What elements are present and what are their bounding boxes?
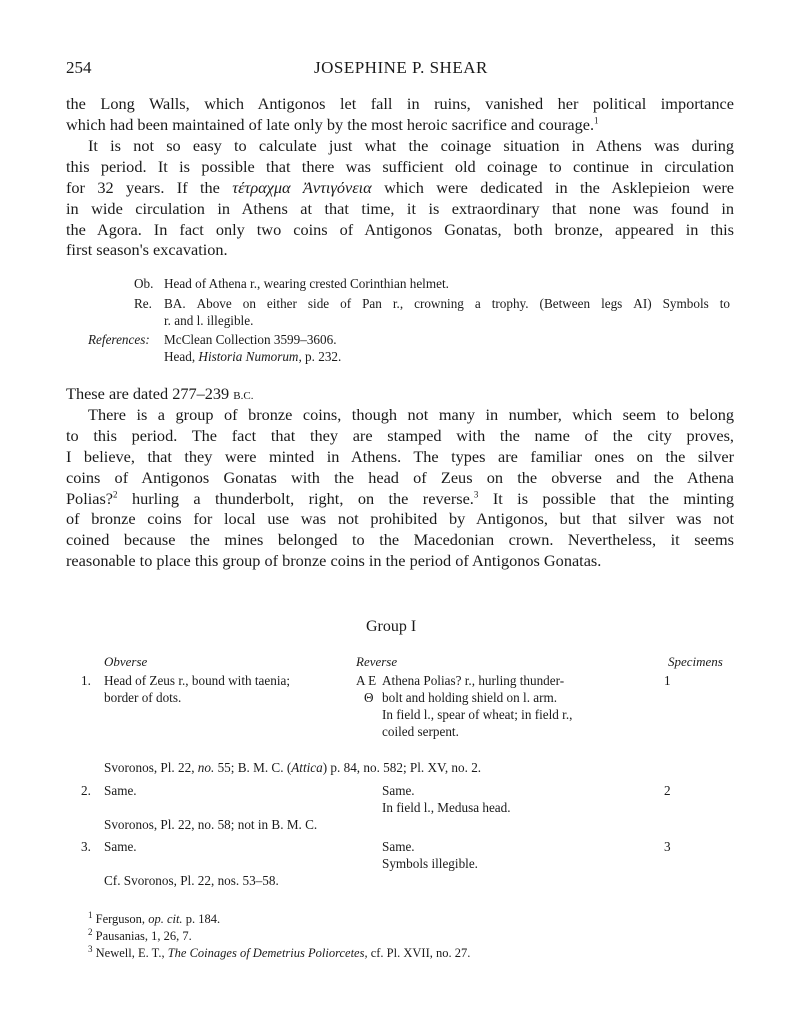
coin-re-text: ΒΑ. Above on either side of Pan r., crowning a trophy. (Between legs ΑΙ) Symbols to bbox=[164, 296, 730, 311]
dated-line: These are dated 277–239 B.C. bbox=[66, 384, 254, 403]
entry-reverse: Same. bbox=[382, 839, 415, 854]
reference-line: McClean Collection 3599–3606. bbox=[164, 332, 337, 347]
entry-specimen: 3 bbox=[664, 839, 671, 854]
text-line: coins of Antigonos Gonatas with the head of Zeus on the obverse and the Athena bbox=[66, 467, 734, 487]
coin-re-label: Re. bbox=[134, 296, 152, 311]
entry-reverse: In field l., spear of wheat; in field r., bbox=[382, 707, 573, 722]
reference-line: Head, Historia Numorum, p. 232. bbox=[164, 349, 342, 364]
group-title: Group I bbox=[366, 618, 417, 635]
text-line: first season's excavation. bbox=[66, 240, 228, 260]
text-line: Polias?$^2$ hurling a thunderbolt, right, on the reverse.$^3$ It is possible that the minting bbox=[66, 488, 735, 508]
entry-reference: Svoronos, Pl. 22, no. 55; B. M. C. (Attica) p. 84, no. 582; Pl. XV, no. 2. bbox=[104, 760, 482, 775]
paragraph-3 bbox=[66, 405, 734, 572]
text-line: in wide circulation in Athens at that time, it is extraordinary that none was found in bbox=[66, 198, 734, 218]
entry-rev-prefix: Θ bbox=[364, 690, 374, 705]
col-obverse: Obverse bbox=[104, 654, 148, 669]
references-label: References: bbox=[88, 332, 150, 347]
entry-number: 1. bbox=[81, 673, 91, 688]
entry-specimen: 1 bbox=[664, 673, 671, 688]
entry-obverse: border of dots. bbox=[104, 690, 182, 705]
greek-term: τέτραχμα Ἀντιγόνεια bbox=[232, 177, 372, 197]
running-title: JOSEPHINE P. SHEAR bbox=[314, 58, 488, 77]
entry-reference: Svoronos, Pl. 22, no. 58; not in B. M. C. bbox=[104, 817, 318, 832]
entry-obverse: Same. bbox=[104, 783, 137, 798]
col-specimens: Specimens bbox=[668, 654, 723, 669]
text-line: the Agora. In fact only two coins of Antigonos Gonatas, both bronze, appeared in this bbox=[66, 219, 734, 239]
coin-ob-label: Ob. bbox=[134, 276, 154, 291]
col-reverse: Reverse bbox=[356, 654, 398, 669]
entry-reverse: Athena Polias? r., hurling thunder- bbox=[382, 673, 565, 688]
entry-reverse: bolt and holding shield on l. arm. bbox=[382, 690, 558, 705]
footnote-3: $^3$ Newell, E. T., The Coinages of Demetrius Poliorcetes, cf. Pl. XVII, no. 27. bbox=[88, 943, 471, 960]
paragraph-1 bbox=[66, 94, 734, 136]
entry-reverse: coiled serpent. bbox=[382, 724, 459, 739]
entry-number: 2. bbox=[81, 783, 91, 798]
paragraph-2 bbox=[66, 136, 734, 261]
text-line: the Long Walls, which Antigonos let fall in ruins, vanished her political importance bbox=[66, 94, 734, 113]
text-line: It is not so easy to calculate just what the coinage situation in Athens was during bbox=[88, 136, 734, 155]
text-line: reasonable to place this group of bronze coins in the period of Antigonos Gonatas. bbox=[66, 551, 602, 571]
text-line: which had been maintained of late only by the most heroic sacrifice and courage.$^1$ bbox=[66, 114, 599, 134]
entry-reverse: Same. bbox=[382, 783, 415, 798]
entry-rev-prefix: Α Ε bbox=[356, 673, 377, 688]
footnote-ref: 1 bbox=[594, 115, 599, 126]
entry-obverse: Same. bbox=[104, 839, 137, 854]
entry-obverse: Head of Zeus r., bound with taenia; bbox=[104, 673, 291, 688]
text-line: to this period. The fact that they are stamped with the name of the city proves, bbox=[66, 425, 734, 445]
page-number: 254 bbox=[66, 58, 92, 77]
entry-specimen: 2 bbox=[664, 783, 671, 798]
text-line: for 32 years. If the τέτραχμα Ἀντιγόνεια which were dedicated in the Asklepieion were bbox=[66, 177, 735, 197]
entry-number: 3. bbox=[81, 839, 91, 854]
footnote-2: $^2$ Pausanias, 1, 26, 7. bbox=[88, 926, 192, 943]
text-line: of bronze coins for local use was not prohibited by Antigonos, but that silver was not bbox=[66, 509, 734, 529]
entry-reference: Cf. Svoronos, Pl. 22, nos. 53–58. bbox=[104, 873, 279, 888]
text-line: I believe, that they were minted in Athens. The types are familiar ones on the silver bbox=[66, 446, 734, 466]
coin-ob-text: Head of Athena r., wearing crested Corinthian helmet. bbox=[164, 276, 449, 291]
text-line: There is a group of bronze coins, though not many in number, which seem to belong bbox=[88, 405, 734, 424]
footnote-1: $^1$ Ferguson, op. cit. p. 184. bbox=[88, 909, 221, 926]
text-line: coined because the mines belonged to the Macedonian crown. Nevertheless, it seems bbox=[66, 530, 734, 550]
text-line: this period. It is possible that there was sufficient old coinage to continue in circulation bbox=[66, 156, 734, 176]
entry-reverse: Symbols illegible. bbox=[382, 856, 478, 871]
entry-reverse: In field l., Medusa head. bbox=[382, 800, 511, 815]
coin-re-text-cont: r. and l. illegible. bbox=[164, 313, 254, 328]
